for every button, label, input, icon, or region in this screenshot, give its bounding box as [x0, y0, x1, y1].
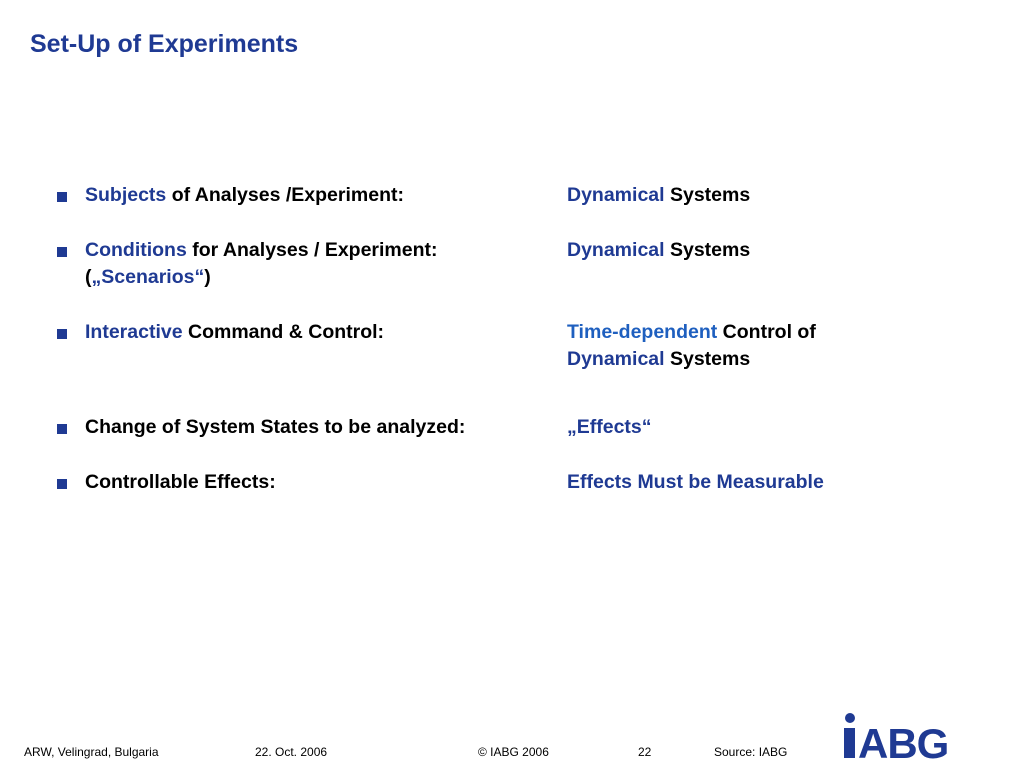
highlight-interactive: Interactive [85, 321, 183, 343]
item-left-text [85, 469, 555, 496]
paren-open: ( [85, 266, 92, 288]
highlight-subjects: Subjects [85, 184, 167, 206]
item-right-rest: Control of [717, 321, 816, 343]
svg-text:ABG: ABG [858, 720, 949, 762]
item-right-text [567, 414, 947, 441]
item-right-text [567, 319, 947, 373]
footer-copyright: © IABG 2006 [478, 745, 549, 759]
highlight-measurable: Effects Must be Measurable [567, 471, 824, 493]
footer-page-number: 22 [638, 745, 652, 759]
footer-date: 22. Oct. 2006 [255, 745, 328, 759]
item-right-rest: Systems [664, 239, 751, 261]
highlight-dynamical: Dynamical [567, 239, 665, 261]
item-left-text [85, 414, 555, 441]
iabg-logo-icon [840, 712, 995, 762]
item-left-rest: Command & Control: [182, 321, 385, 343]
item-right-rest: Systems [664, 184, 751, 206]
highlight-conditions: Conditions [85, 239, 187, 261]
item-left-text [85, 319, 555, 346]
item-left-text [85, 182, 555, 209]
item-left-label: Controllable Effects: [85, 471, 276, 493]
highlight-effects: „Effects“ [567, 416, 652, 438]
footer-source: Source: IABG [714, 745, 788, 759]
highlight-dynamical: Dynamical [567, 184, 665, 206]
item-left-rest: of Analyses /Experiment: [166, 184, 404, 206]
paren-close: ) [204, 266, 211, 288]
item-right-rest-line2: Systems [664, 348, 751, 370]
item-left-label: Change of System States to be analyzed: [85, 416, 466, 438]
highlight-dynamical: Dynamical [567, 348, 665, 370]
square-bullet-icon [57, 247, 67, 257]
square-bullet-icon [57, 329, 67, 339]
item-left-rest: for Analyses / Experiment: [186, 239, 438, 261]
item-right-text [567, 237, 947, 264]
highlight-scenarios: „Scenarios“ [91, 266, 205, 288]
iabg-logo [840, 712, 995, 767]
square-bullet-icon [57, 424, 67, 434]
footer-event: ARW, Velingrad, Bulgaria [24, 745, 159, 759]
highlight-time-dependent: Time-dependent [567, 321, 718, 343]
square-bullet-icon [57, 192, 67, 202]
item-right-text [567, 182, 947, 209]
item-left-text [85, 237, 555, 291]
square-bullet-icon [57, 479, 67, 489]
item-right-text [567, 469, 947, 496]
slide-title: Set-Up of Experiments [30, 30, 299, 58]
